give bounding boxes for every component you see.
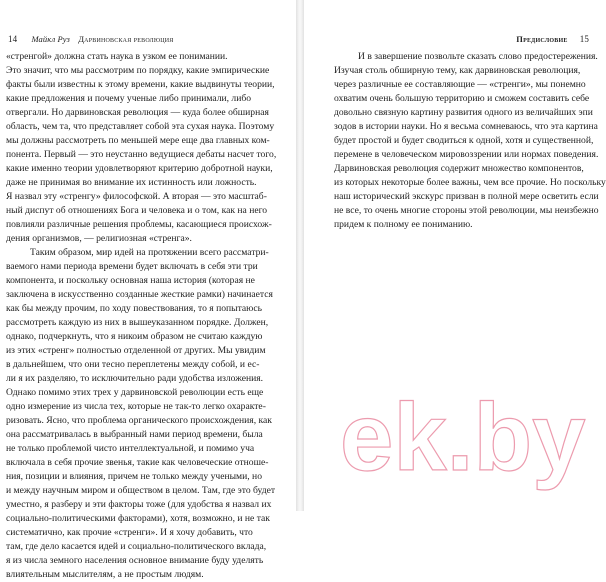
author-name: Майкл Руз xyxy=(31,34,70,44)
text-line: ли я их разделяю, то исключительно ради удобства изложения. xyxy=(6,373,264,384)
book-title: Дарвиновская революция xyxy=(78,34,174,44)
right-page xyxy=(304,0,606,511)
right-running-head xyxy=(516,34,589,44)
text-line: придем к полному ее пониманию. xyxy=(334,219,473,230)
text-line: область, чем та, что представляет собой эта сухая наука. Поэтому xyxy=(6,121,275,132)
text-line: ваемого нами периода времени будет включать в себя эти три xyxy=(6,261,258,272)
left-body-text xyxy=(6,50,286,582)
text-line: «стренгой» должна стать наука в узком ее понимании. xyxy=(6,51,228,62)
text-line: какие предложения и почему ученые либо принимали, либо xyxy=(6,93,252,104)
text-line: дения организмов, — религиозная «стренга». xyxy=(6,233,192,244)
text-line: она рассматривалась в выбранный нами период времени, была xyxy=(6,429,263,440)
text-line: мы должны рассмотреть по меньшей мере еще два главных ком- xyxy=(6,135,270,146)
text-line: Дарвиновская революция содержит множество компонентов, xyxy=(334,163,584,174)
text-line: я из числа земного населения основное внимание буду уделять xyxy=(6,555,264,566)
text-line: влиятельным мыслителям, а не простым людям. xyxy=(6,569,204,580)
text-line: перемене в человеческом мировоззрении или нормах поведения. xyxy=(334,149,599,160)
text-line: рассмотреть каждую из них в вышеуказанном порядке. Должен, xyxy=(6,317,269,328)
text-line: ния, позиции и влияния, причем не только между учеными, но xyxy=(6,471,262,482)
text-line: Это значит, что мы рассмотрим по порядку, какие эмпирические xyxy=(6,65,270,76)
text-line: Изучая столь обширную тему, как дарвиновская революция, xyxy=(334,65,581,76)
text-line: однако, подчеркнуть, что я никоим образом не считаю каждую xyxy=(6,331,263,342)
section-title: Предисловие xyxy=(516,34,568,44)
left-page-number: 14 xyxy=(8,34,18,44)
right-body-text xyxy=(334,50,606,232)
text-line: какие именно теории удовлетворяют критерию добротной науки, xyxy=(6,163,273,174)
text-line: не все, то очень многие стороны этой революции, мы неизбежно xyxy=(334,205,599,216)
text-line: ный диспут об отношениях Бога и человека и о том, как на него xyxy=(6,205,268,216)
text-line: факты были известны к этому времени, какие выдвинуты теории, xyxy=(6,79,275,90)
text-line: довольно связную картину развития одного из величайших эпи xyxy=(334,107,593,118)
text-line: понента. Первый — это неустанно ведущиеся дебаты насчет того, xyxy=(6,149,277,160)
text-line: заключена в искусственно созданные жесткие рамки) начинается xyxy=(6,289,273,300)
text-line: наш исторический экскурс призван в полной мере осветить если xyxy=(334,191,599,202)
text-line: ризовать. Ясно, что проблема органического происхождения, как xyxy=(6,415,272,426)
text-line: из которых некоторые более важны, чем все прочие. Но поскольку xyxy=(334,177,606,188)
text-line: повлияли различные решения проблемы, касающиеся происхож- xyxy=(6,219,272,230)
text-line: там, где дело касается идей и социально-политического вклада, xyxy=(6,541,267,552)
text-line: Однако помимо этих трех у дарвиновской революции есть еще xyxy=(6,387,264,398)
text-line: в дальнейшем, что они тесно переплетены между собой, и ес- xyxy=(6,359,260,370)
text-line: одно измерение из числа тех, которые не так-то легко охаракте- xyxy=(6,401,266,412)
right-page-number: 15 xyxy=(579,34,589,44)
text-line: охватим очень большую территорию и сможем составить себе xyxy=(334,93,590,104)
book-gutter xyxy=(296,0,304,511)
text-line: даже не принимая во внимание их истинность или ложность. xyxy=(6,177,257,188)
left-running-head xyxy=(8,34,173,44)
text-line: как бы между прочим, по ходу повествования, то я попытаюсь xyxy=(6,303,262,314)
text-line: Таким образом, мир идей на протяжении всего рассматри- xyxy=(30,247,269,258)
text-line: зодов в истории науки. Но я весьма сомневаюсь, что эта картина xyxy=(334,121,598,132)
text-line: систематично, как прочие «стренги». И я хочу добавить, что xyxy=(6,527,253,538)
text-line: и между научным миром и обществом в целом. Там, где это будет xyxy=(6,485,276,496)
text-line: включала в себя прочие звенья, такие как человеческие отноше- xyxy=(6,457,269,468)
text-line: из этих «стренг» полностью отделенной от других. Мы увидим xyxy=(6,345,266,356)
text-line: через различные ее составляющие — «стренги», мы понемно xyxy=(334,79,586,90)
text-line: не только проблемой чисто интеллектуальной, и помимо уча xyxy=(6,443,255,454)
text-line: Я назвал эту «стренгу» философской. А вторая — это масштаб- xyxy=(6,191,267,202)
text-line: отвергали. Но дарвиновская революция — куда более обширная xyxy=(6,107,269,118)
left-page xyxy=(0,0,296,580)
text-line: будет простой и будет сводиться к одной, хотя и существенной, xyxy=(334,135,594,146)
text-line: И в завершение позвольте сказать слово предостережения. xyxy=(358,51,598,62)
text-line: социально-политическими факторами), хотя, возможно, и не так xyxy=(6,513,270,524)
text-line: компонента, и поскольку основная наша история (которая не xyxy=(6,275,255,286)
text-line: уместно, я разберу и эти факторы тоже (для удобства я назвал их xyxy=(6,499,272,510)
